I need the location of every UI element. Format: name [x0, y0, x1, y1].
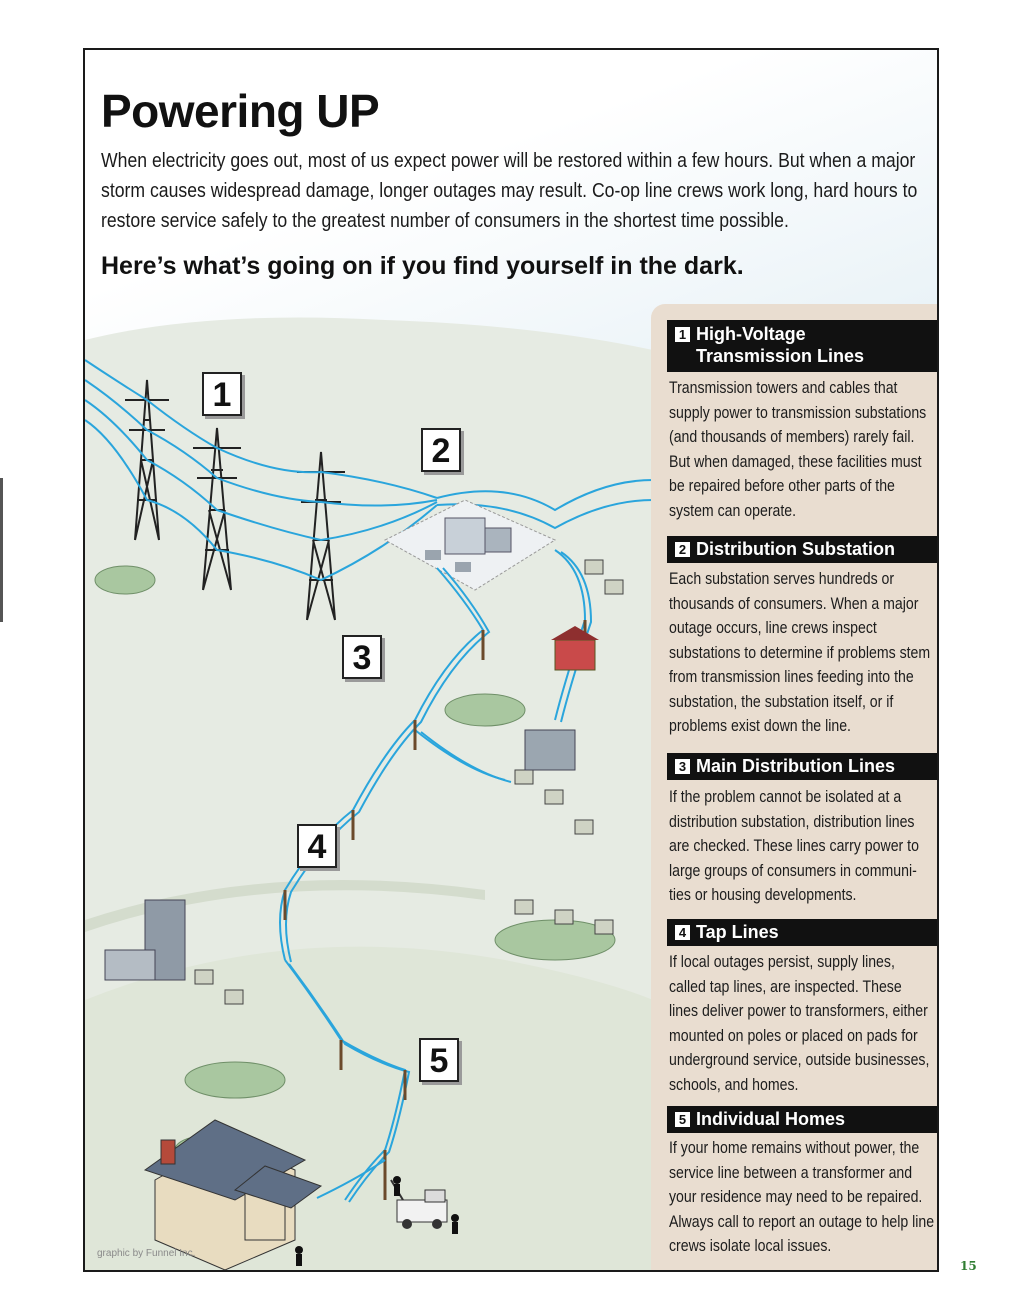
section-4-body: If local outages persist, supply lines, called tap lines, are inspected. These lines deliver power to transformers, either mounted on poles or placed on pads for underground service, outside businesses, schools, and homes. [669, 952, 930, 1094]
marker-4: 4 [297, 824, 337, 868]
section-2-number: 2 [675, 542, 690, 557]
section-4-title: Tap Lines [696, 922, 779, 942]
section-2-title: Distribution Substation [696, 539, 895, 559]
page-title: Powering UP [101, 85, 380, 137]
intro-paragraph: When electricity goes out, most of us expect power will be restored within a few hours. But when a major storm causes widespread damage, longer outages may result. Co-op line crews work long, hard hours to restore service safely to the greatest number of consumers in the shortest time possible. [101, 149, 918, 232]
section-2-header [667, 536, 939, 563]
section-3-header [667, 753, 939, 780]
section-3-body: If the problem cannot be isolated at a distribution substation, distribution lines are checked. These lines carry power to large groups of consumers in communi-ties or housing developments. [669, 787, 919, 904]
marker-5: 5 [419, 1038, 459, 1082]
section-5-title: Individual Homes [696, 1109, 846, 1129]
marker-3: 3 [342, 635, 382, 679]
section-5-body: If your home remains without power, the service line between a transformer and your residence may need to be repaired. Always call to report an outage to help line crews isolate local issues. [669, 1138, 935, 1255]
marker-2: 2 [421, 428, 461, 472]
graphic-credit: graphic by Funnel Inc. [97, 1248, 196, 1259]
section-4-number: 4 [675, 925, 690, 940]
power-grid-illustration [85, 300, 653, 1272]
section-4-header [667, 919, 939, 946]
section-5-number: 5 [675, 1112, 690, 1127]
section-3-number: 3 [675, 759, 690, 774]
marker-1: 1 [202, 372, 242, 416]
page-number: 15 [960, 1259, 977, 1273]
section-1-number: 1 [675, 327, 690, 342]
subheading: Here’s what’s going on if you find yourself in the dark. [101, 252, 744, 280]
section-1-title-line2: Transmission Lines [696, 346, 865, 366]
section-3-title: Main Distribution Lines [696, 756, 896, 776]
section-2-body: Each substation serves hundreds or thousands of consumers. When a major outage occurs, line crews inspect substations to determine if problems stem from transmission lines feeding into the substation, the substation itself, or if problems exist down the line. [669, 569, 931, 735]
section-1-body: Transmission towers and cables that supply power to transmission substations (and thousands of members) rarely fail. But when damaged, these facilities must be repaired before other parts of the system can operate. [669, 378, 927, 520]
section-1-header [667, 320, 939, 372]
section-5-header [667, 1106, 939, 1133]
page-edge-mark [0, 478, 3, 622]
section-1-title-line1: High-Voltage [696, 324, 806, 344]
infographic-frame [83, 48, 939, 1272]
